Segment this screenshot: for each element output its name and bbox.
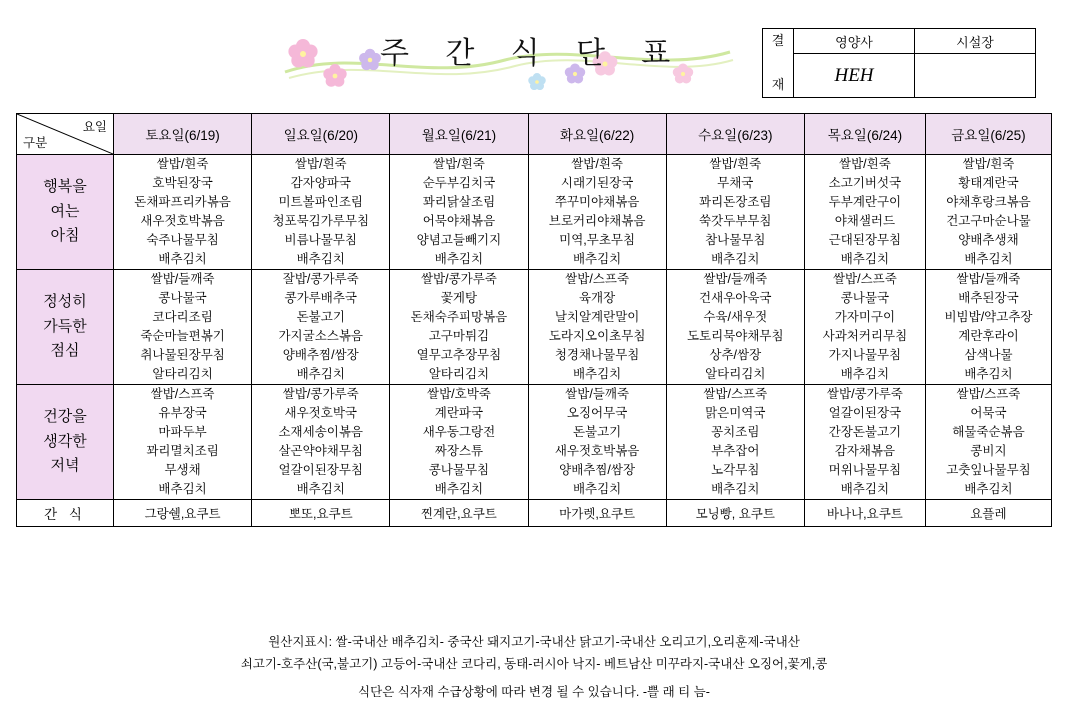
menu-item: 쌀밥/콩가루죽 [420,272,497,286]
menu-item: 짜장스튜 [434,444,484,458]
menu-item: 쌀밥/흰죽 [571,157,623,171]
meal-label-line: 행복을 [43,177,87,195]
snack-cell: 바나나,요쿠트 [804,500,925,527]
menu-item: 비빔밥/약고추장 [944,310,1033,324]
snack-cell: 모닝빵, 요쿠트 [666,500,804,527]
approval-sign-director [915,54,1036,98]
approval-label [763,29,794,98]
menu-item: 꽈리닭살조림 [422,195,496,209]
menu-cell [804,270,925,385]
menu-cell [666,155,804,270]
menu-item: 쌀밥/콩가루죽 [282,387,359,401]
meal-label-line: 생각한 [43,432,87,450]
menu-item: 배추김치 [296,367,345,381]
menu-cell [666,385,804,500]
menu-item: 배추김치 [572,482,622,496]
meal-label-line: 점심 [50,342,80,360]
menu-item: 쭈꾸미야채볶음 [554,195,640,209]
menu-item: 도토리묵야채무침 [686,329,784,343]
page-header [0,0,1068,105]
menu-item: 알타리김치 [152,367,213,381]
menu-item: 콩나물무침 [428,463,490,477]
menu-cell [666,270,804,385]
day-header-6: 금요일(6/25) [925,114,1051,155]
menu-item: 청포묵김가루무침 [272,214,370,228]
approval-col-director: 시설장 [915,29,1036,54]
menu-item: 얼갈이된장무침 [278,463,364,477]
day-header-1: 일요일(6/20) [252,114,390,155]
day-header-4: 수요일(6/23) [666,114,804,155]
menu-item: 무채국 [717,176,754,190]
menu-item: 가자미구이 [834,310,896,324]
page-title: 주 간 식 단 표 [380,37,685,70]
menu-item: 배추김치 [572,252,622,266]
menu-item: 돈채파프리카볶음 [134,195,231,209]
menu-item: 양배추생채 [958,233,1019,247]
menu-cell [252,155,390,270]
snack-cell: 요플레 [925,500,1051,527]
menu-item: 쌀밥/흰죽 [433,157,485,171]
meal-label-line: 여는 [50,202,80,220]
menu-item: 황태계란국 [958,176,1019,190]
menu-item: 쌀밥/들깨죽 [703,272,768,286]
menu-item: 해물죽순볶음 [952,425,1025,439]
day-header-2: 월요일(6/21) [390,114,528,155]
menu-cell [925,270,1051,385]
menu-item: 꽃게탕 [440,291,478,305]
menu-cell [804,155,925,270]
menu-item: 양배추찜/쌈장 [282,348,359,362]
menu-item: 숙주나물무침 [146,233,219,247]
menu-item: 순두부김치국 [422,176,496,190]
snack-cell: 찐계란,요쿠트 [390,500,528,527]
corner-label-day: 요일 [82,120,107,134]
menu-item: 새우젓호박볶음 [140,214,225,228]
menu-item: 감자양파국 [290,176,351,190]
day-header-0: 토요일(6/19) [114,114,252,155]
menu-item: 얼갈이된장국 [828,406,902,420]
menu-cell [925,385,1051,500]
menu-item: 배추김치 [840,482,890,496]
menu-item: 부추잡어 [711,444,760,458]
menu-item: 쌀밥/스프죽 [956,387,1021,401]
menu-item: 가지나물무침 [828,348,902,362]
menu-item: 쌀밥/스프죽 [150,387,215,401]
menu-item: 날치알계란말이 [554,310,640,324]
menu-item: 배추김치 [434,482,484,496]
menu-item: 가지굴소스볶음 [278,329,364,343]
meal-label-breakfast [17,155,114,270]
menu-item: 상추/쌈장 [709,348,762,362]
menu-item: 배추김치 [572,367,622,381]
menu-item: 배추김치 [840,367,890,381]
menu-item: 배추김치 [296,482,345,496]
menu-item: 무생채 [164,463,201,477]
menu-item: 쌀밥/흰죽 [839,157,891,171]
menu-item: 배추김치 [158,482,207,496]
menu-item: 청경채나물무침 [554,348,640,362]
menu-cell [804,385,925,500]
meal-label-lunch [17,270,114,385]
menu-item: 배추김치 [296,252,345,266]
menu-cell [390,385,528,500]
menu-item: 배추김치 [964,367,1013,381]
menu-item: 참나물무침 [705,233,766,247]
menu-item: 배추된장국 [958,291,1019,305]
menu-item: 열무고추장무침 [416,348,502,362]
snack-label: 간 식 [17,500,114,527]
menu-cell [390,155,528,270]
menu-item: 쌀밥/들깨죽 [565,387,630,401]
menu-item: 쌀밥/호박죽 [427,387,491,401]
menu-item: 코다리조림 [152,310,213,324]
menu-item: 콩나물국 [158,291,207,305]
menu-item: 알타리김치 [428,367,490,381]
menu-item: 쌀밥/흰죽 [962,157,1015,171]
menu-item: 꽁치조림 [711,425,760,439]
menu-item: 시래기된장국 [560,176,634,190]
snack-cell: 그랑쉘,요쿠트 [114,500,252,527]
menu-item: 맑은미역국 [705,406,766,420]
menu-cell [528,385,666,500]
menu-item: 브로커리야채볶음 [548,214,646,228]
approval-col-nutritionist: 영양사 [794,29,915,54]
day-header-5: 목요일(6/24) [804,114,925,155]
meal-label-dinner [17,385,114,500]
menu-item: 머위나물무침 [828,463,902,477]
menu-item: 쌀밥/들깨죽 [150,272,215,286]
menu-item: 고춧잎나물무침 [946,463,1031,477]
menu-item: 쌀밥/들깨죽 [956,272,1021,286]
menu-item: 잘밥/콩가루죽 [282,272,359,286]
menu-item: 살곤약야채무침 [278,444,364,458]
snack-row [17,500,1052,527]
menu-item: 어묵야채볶음 [422,214,496,228]
snack-cell: 뽀또,요쿠트 [252,500,390,527]
menu-item: 콩나물국 [840,291,890,305]
meal-row-breakfast [17,155,1052,270]
menu-item: 고구마튀김 [428,329,490,343]
menu-item: 배추김치 [434,252,484,266]
meal-label-line: 건강을 [43,407,87,425]
menu-item: 꽈리멸치조림 [146,444,219,458]
menu-item: 마파두부 [158,425,207,439]
menu-item: 간장돈불고기 [828,425,902,439]
table-header-row [17,114,1052,155]
snack-cell: 마가렛,요쿠트 [528,500,666,527]
menu-item: 수육/새우젓 [703,310,768,324]
menu-item: 양배추찜/쌈장 [559,463,636,477]
menu-cell [528,155,666,270]
menu-cell [390,270,528,385]
menu-cell [252,270,390,385]
origin-line-2: 쇠고기-호주산(국,불고기) 고등어-국내산 코다리, 동태-러시아 낙지- 베트남산 미꾸라지-국내산 오징어,꽃게,콩 [240,656,828,671]
menu-item: 알타리김치 [705,367,766,381]
menu-item: 쌀밥/흰죽 [156,157,209,171]
menu-item: 돈채숙주피망볶음 [410,310,508,324]
origin-line-1: 원산지표시: 쌀-국내산 배추김치- 중국산 돼지고기-국내산 닭고기-국내산 오리고기,오리훈제-국내산 [268,635,800,649]
menu-item: 쌀밥/스프죽 [832,272,897,286]
menu-item: 건고구마순나물 [946,214,1031,228]
menu-cell [114,270,252,385]
menu-item: 쌀밥/스프죽 [703,387,768,401]
menu-item: 배추김치 [964,482,1013,496]
menu-item: 배추김치 [711,252,760,266]
meal-row-dinner [17,385,1052,500]
menu-item: 건새우아욱국 [699,291,772,305]
menu-item: 호박된장국 [152,176,213,190]
table-corner-cell [17,114,114,155]
menu-item: 쌀밥/콩가루죽 [826,387,903,401]
menu-item: 양념고들빼기지 [416,233,502,247]
footer-note: 식단은 식자재 수급상황에 따라 변경 될 수 있습니다. -쁠 래 티 늠- [358,684,710,699]
menu-item: 쌀밥/흰죽 [709,157,762,171]
menu-item: 미트볼파인조림 [278,195,364,209]
menu-item: 오징어무국 [566,406,628,420]
menu-item: 배추김치 [711,482,760,496]
menu-cell [114,155,252,270]
weekly-menu-table [16,113,1052,527]
menu-item: 꽈리돈장조림 [699,195,772,209]
meal-label-line: 가득한 [43,317,87,335]
menu-item: 배추김치 [840,252,890,266]
meal-label-line: 저녁 [50,457,80,475]
menu-cell [925,155,1051,270]
menu-item: 육개장 [578,291,616,305]
menu-item: 소고기버섯국 [828,176,902,190]
menu-item: 배추김치 [964,252,1013,266]
menu-item: 소재세송이볶음 [278,425,364,439]
approval-label-bottom: 재 [771,77,785,93]
menu-item: 콩가루배추국 [284,291,357,305]
menu-item: 새우젓호박국 [284,406,357,420]
menu-item: 돈불고기 [572,425,622,439]
menu-item: 어묵국 [970,406,1007,420]
meal-row-lunch [17,270,1052,385]
page-footer [16,632,1052,704]
menu-item: 배추김치 [158,252,207,266]
menu-item: 취나물된장무침 [140,348,225,362]
menu-item: 죽순마늘편볶기 [140,329,225,343]
menu-item: 새우동그랑전 [422,425,496,439]
menu-item: 계란후라이 [958,329,1019,343]
menu-item: 감자채볶음 [834,444,896,458]
menu-cell [528,270,666,385]
meal-label-line: 아침 [50,227,80,245]
menu-item: 비름나물무침 [284,233,357,247]
menu-item: 노각무침 [711,463,760,477]
menu-item: 쑥갓두부무침 [699,214,772,228]
menu-item: 삼색나물 [964,348,1013,362]
menu-item: 유부장국 [158,406,207,420]
menu-item: 야채샐러드 [834,214,896,228]
approval-box [762,28,1036,98]
menu-item: 쌀밥/스프죽 [565,272,630,286]
meal-label-line: 정성히 [43,292,87,310]
corner-label-category: 구분 [23,136,48,150]
menu-item: 계란파국 [434,406,484,420]
menu-item: 새우젓호박볶음 [554,444,640,458]
day-header-3: 화요일(6/22) [528,114,666,155]
menu-item: 사과처커리무침 [822,329,908,343]
menu-item: 두부계란구이 [828,195,902,209]
menu-item: 야채후랑크볶음 [946,195,1031,209]
menu-item: 돈불고기 [296,310,345,324]
menu-item: 도라지오이초무침 [548,329,646,343]
approval-label-top: 결 [771,33,785,48]
menu-item: 미역,무초무침 [559,233,636,247]
menu-cell [252,385,390,500]
menu-item: 쌀밥/흰죽 [294,157,347,171]
menu-item: 근대된장무침 [828,233,902,247]
approval-sign-nutritionist: HEH [794,54,915,98]
menu-cell [114,385,252,500]
menu-item: 콩비지 [970,444,1007,458]
